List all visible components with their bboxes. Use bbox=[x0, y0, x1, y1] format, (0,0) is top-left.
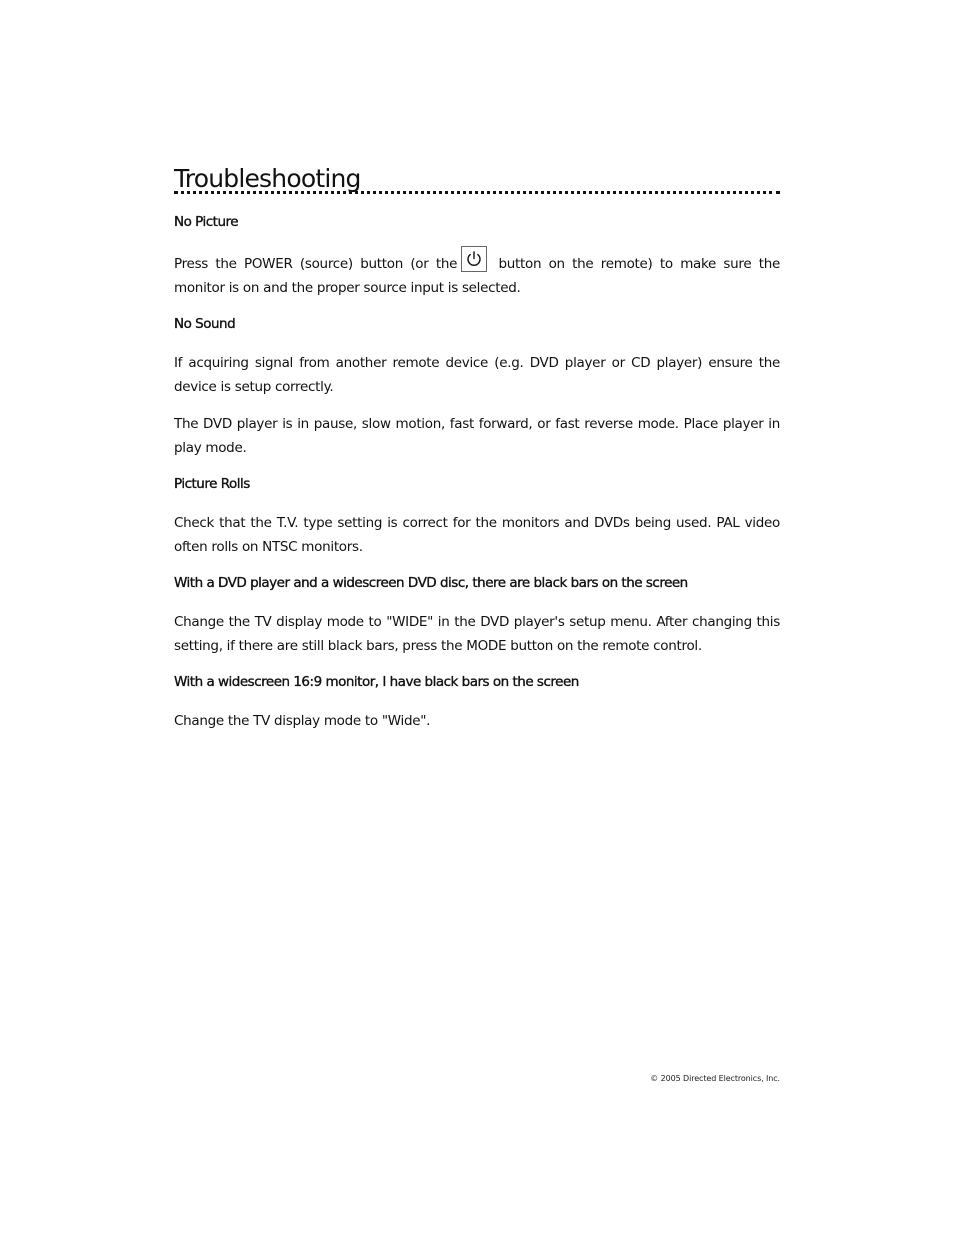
no-sound-paragraph-1: If acquiring signal from another remote device (e.g. DVD player or CD player) ensure the device is setup correctly. bbox=[174, 355, 780, 395]
page-title: Troubleshooting bbox=[174, 164, 361, 193]
no-picture-text-before: Press the POWER (source) button (or the bbox=[174, 256, 458, 272]
section-heading-no-sound: No Sound bbox=[174, 316, 236, 332]
power-icon bbox=[461, 246, 487, 272]
picture-rolls-paragraph: Check that the T.V. type setting is correct for the monitors and DVDs being used. PAL video often rolls on NTSC monitors. bbox=[174, 515, 780, 555]
section-heading-widescreen-black-bars: With a widescreen 16:9 monitor, I have black bars on the screen bbox=[174, 674, 579, 690]
no-picture-paragraph bbox=[174, 249, 780, 300]
section-heading-dvd-black-bars: With a DVD player and a widescreen DVD disc, there are black bars on the screen bbox=[174, 575, 688, 591]
copyright-footer: © 2005 Directed Electronics, Inc. bbox=[650, 1074, 780, 1083]
no-picture-text-after: button on the remote) to make sure the monitor is on and the proper source input is selected. bbox=[174, 256, 780, 296]
no-sound-paragraph-2: The DVD player is in pause, slow motion, fast forward, or fast reverse mode. Place player in play mode. bbox=[174, 416, 780, 456]
section-heading-no-picture: No Picture bbox=[174, 214, 239, 230]
widescreen-black-bars-paragraph: Change the TV display mode to "Wide". bbox=[174, 713, 431, 729]
dvd-black-bars-paragraph: Change the TV display mode to "WIDE" in the DVD player's setup menu. After changing this setting, if there are still black bars, press the MODE button on the remote control. bbox=[174, 614, 780, 654]
section-heading-picture-rolls: Picture Rolls bbox=[174, 476, 250, 492]
document-page bbox=[174, 160, 780, 746]
